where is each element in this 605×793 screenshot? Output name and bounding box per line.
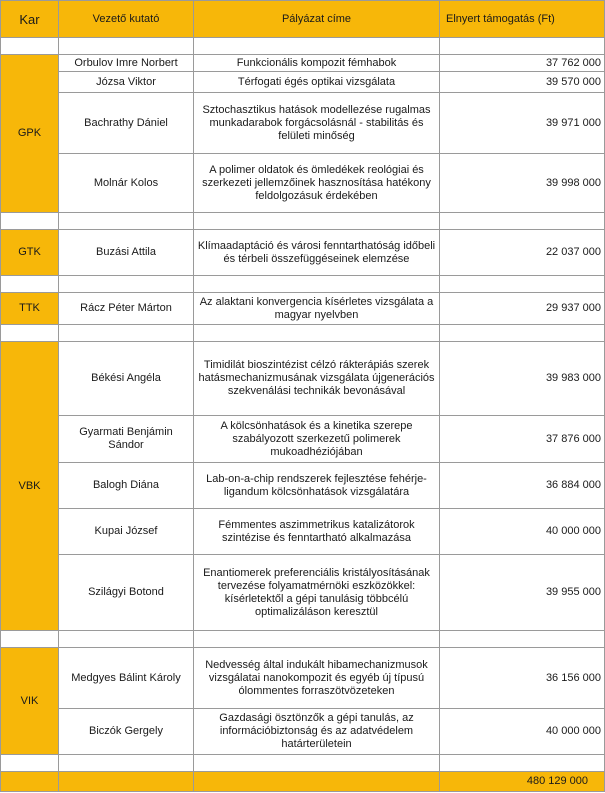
- spacer-row: [1, 631, 605, 648]
- table-row: [1, 463, 605, 509]
- project-title: Fémmentes aszimmetrikus katalizátorok szintézise és fenntartható alkalmazása: [194, 509, 440, 555]
- grant-amount: 39 998 000: [440, 154, 605, 213]
- table-row: [1, 648, 605, 709]
- table-row: [1, 416, 605, 463]
- project-title: Sztochasztikus hatások modellezése rugalmas munkadarabok forgácsolásnál - stabilitás és felületi minőség: [194, 93, 440, 154]
- grant-amount: 39 983 000: [440, 342, 605, 416]
- researcher-name: Medgyes Bálint Károly: [59, 648, 194, 709]
- table-row: [1, 709, 605, 755]
- grant-amount: 37 876 000: [440, 416, 605, 463]
- spacer-row: [1, 38, 605, 55]
- project-title: A polimer oldatok és ömledékek reológiai és szerkezeti jellemzőinek hasznosítása hatékony feldolgozásuk érdekében: [194, 154, 440, 213]
- table-row: [1, 93, 605, 154]
- table-row: [1, 72, 605, 93]
- researcher-name: Buzási Attila: [59, 230, 194, 276]
- grant-amount: 22 037 000: [440, 230, 605, 276]
- researcher-name: Molnár Kolos: [59, 154, 194, 213]
- header-title: Pályázat címe: [194, 1, 440, 38]
- researcher-name: Orbulov Imre Norbert: [59, 55, 194, 72]
- project-title: A kölcsönhatások és a kinetika szerepe szabályozott szerkezetű polimerek mukoadhéziójában: [194, 416, 440, 463]
- project-title: Enantiomerek preferenciális kristályosításának tervezése folyamatmérnöki eszközökkel: kísérletektől a gépi tanulásig többcélú optimalizáláson keresztül: [194, 555, 440, 631]
- table-row: [1, 293, 605, 325]
- table-row: [1, 55, 605, 72]
- project-title: Timidilát bioszintézist célzó rákterápiás szerek hatásmechanizmusának vizsgálata újgenerációs szekvenálási technikák bevonásával: [194, 342, 440, 416]
- spacer-row: [1, 213, 605, 230]
- project-title: Az alaktani konvergencia kísérletes vizsgálata a magyar nyelvben: [194, 293, 440, 325]
- researcher-name: Balogh Diána: [59, 463, 194, 509]
- total-amount: 480 129 000: [440, 772, 605, 792]
- project-title: Térfogati égés optikai vizsgálata: [194, 72, 440, 93]
- project-title: Klímaadaptáció és városi fenntarthatóság időbeli és térbeli összefüggéseinek elemzése: [194, 230, 440, 276]
- spacer-row: [1, 276, 605, 293]
- header-amount: Elnyert támogatás (Ft): [440, 1, 605, 38]
- project-title: Lab-on-a-chip rendszerek fejlesztése fehérje-ligandum kölcsönhatások vizsgálatára: [194, 463, 440, 509]
- researcher-name: Bachrathy Dániel: [59, 93, 194, 154]
- researcher-name: Szilágyi Botond: [59, 555, 194, 631]
- researcher-name: Rácz Péter Márton: [59, 293, 194, 325]
- researcher-name: Kupai József: [59, 509, 194, 555]
- grant-amount: 39 971 000: [440, 93, 605, 154]
- faculty-vik: VIK: [1, 648, 59, 755]
- table-row: [1, 509, 605, 555]
- spacer-row: [1, 755, 605, 772]
- grant-amount: 37 762 000: [440, 55, 605, 72]
- total-row: [1, 772, 605, 792]
- header-row: [1, 1, 605, 38]
- grant-amount: 40 000 000: [440, 509, 605, 555]
- table-row: [1, 555, 605, 631]
- spacer-row: [1, 325, 605, 342]
- researcher-name: Józsa Viktor: [59, 72, 194, 93]
- table-row: [1, 342, 605, 416]
- grant-amount: 29 937 000: [440, 293, 605, 325]
- researcher-name: Békési Angéla: [59, 342, 194, 416]
- faculty-ttk: TTK: [1, 293, 59, 325]
- grant-amount: 39 955 000: [440, 555, 605, 631]
- researcher-name: Gyarmati Benjámin Sándor: [59, 416, 194, 463]
- project-title: Nedvesség által indukált hibamechanizmusok vizsgálatai nanokompozit és egyéb új típusú ólommentes forraszötvözeteken: [194, 648, 440, 709]
- grant-amount: 39 570 000: [440, 72, 605, 93]
- grant-amount: 36 156 000: [440, 648, 605, 709]
- faculty-gtk: GTK: [1, 230, 59, 276]
- grant-amount: 36 884 000: [440, 463, 605, 509]
- researcher-name: Biczók Gergely: [59, 709, 194, 755]
- grant-amount: 40 000 000: [440, 709, 605, 755]
- table-row: [1, 154, 605, 213]
- header-kar: Kar: [1, 1, 59, 38]
- table-row: [1, 230, 605, 276]
- faculty-gpk: GPK: [1, 55, 59, 213]
- header-researcher: Vezető kutató: [59, 1, 194, 38]
- project-title: Gazdasági ösztönzők a gépi tanulás, az információbiztonság és az adatvédelem határterületein: [194, 709, 440, 755]
- faculty-vbk: VBK: [1, 342, 59, 631]
- project-title: Funkcionális kompozit fémhabok: [194, 55, 440, 72]
